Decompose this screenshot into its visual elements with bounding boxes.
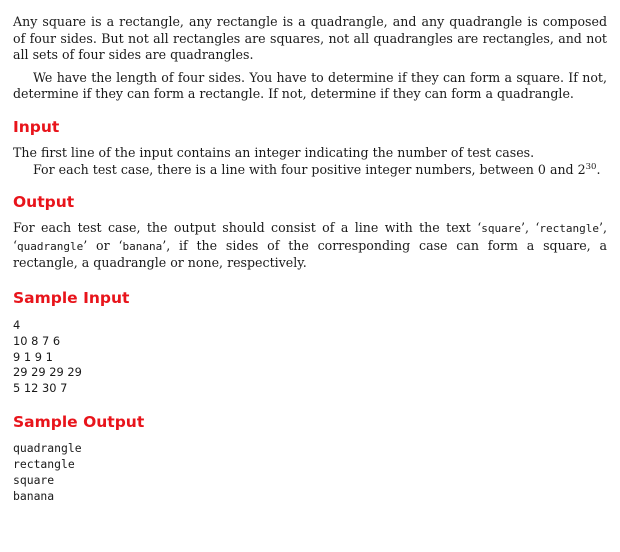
output-text-4: ’ or ‘ <box>83 237 123 253</box>
sample-input-line: 10 8 7 6 <box>13 333 61 348</box>
input-line-2 <box>13 162 607 179</box>
input-exponent: 30 <box>585 161 597 172</box>
intro-paragraph-2: We have the length of four sides. You have to determine if they can form a square. If not, determine if they can form a rectangle. If not, determine if they can form a quadrangle. <box>13 69 607 102</box>
sample-output-line: banana <box>13 488 55 503</box>
input-line-2-text: For each test case, there is a line with four positive integer numbers, between 0 and 2 <box>33 161 586 177</box>
sample-output-line: square <box>13 472 55 487</box>
sample-input-line: 4 <box>13 317 21 332</box>
output-code-quadrangle: quadrangle <box>17 239 84 253</box>
sample-input-block <box>13 318 607 397</box>
sample-output-line: rectangle <box>13 456 75 471</box>
input-description <box>13 145 607 178</box>
sample-output-heading: Sample Output <box>13 412 145 431</box>
output-text-5: ’, if the sides of the corresponding case can form a square, a rectangle, a quadrangle or none, respectively. <box>13 237 607 271</box>
output-text-3: ’, ‘ <box>13 220 607 253</box>
problem-statement <box>13 14 607 504</box>
intro-paragraph-1: Any square is a rectangle, any rectangle is a quadrangle, and any quadrangle is composed of four sides. But not all rectangles are squares, not all quadrangles are rectangles, and not all sets of four sides are quadrangles. <box>13 14 607 63</box>
output-text-1: For each test case, the output should consist of a line with the text ‘ <box>13 220 482 236</box>
sample-output-line: quadrangle <box>13 440 82 455</box>
output-text-2: ’, ‘ <box>520 220 540 236</box>
sample-input-line: 5 12 30 7 <box>13 381 68 396</box>
output-code-rectangle: rectangle <box>539 222 599 236</box>
sample-input-line: 9 1 9 1 <box>13 349 53 364</box>
input-line-1: The first line of the input contains an integer indicating the number of test cases. <box>13 144 535 160</box>
output-code-banana: banana <box>122 239 163 253</box>
output-code-square: square <box>481 222 521 236</box>
sample-output-block <box>13 440 607 504</box>
output-heading: Output <box>13 193 75 212</box>
output-description <box>13 220 607 272</box>
input-heading: Input <box>13 117 60 136</box>
sample-input-heading: Sample Input <box>13 288 130 307</box>
sample-input-line: 29 29 29 29 <box>13 365 82 380</box>
input-line-2-end: . <box>596 161 601 177</box>
